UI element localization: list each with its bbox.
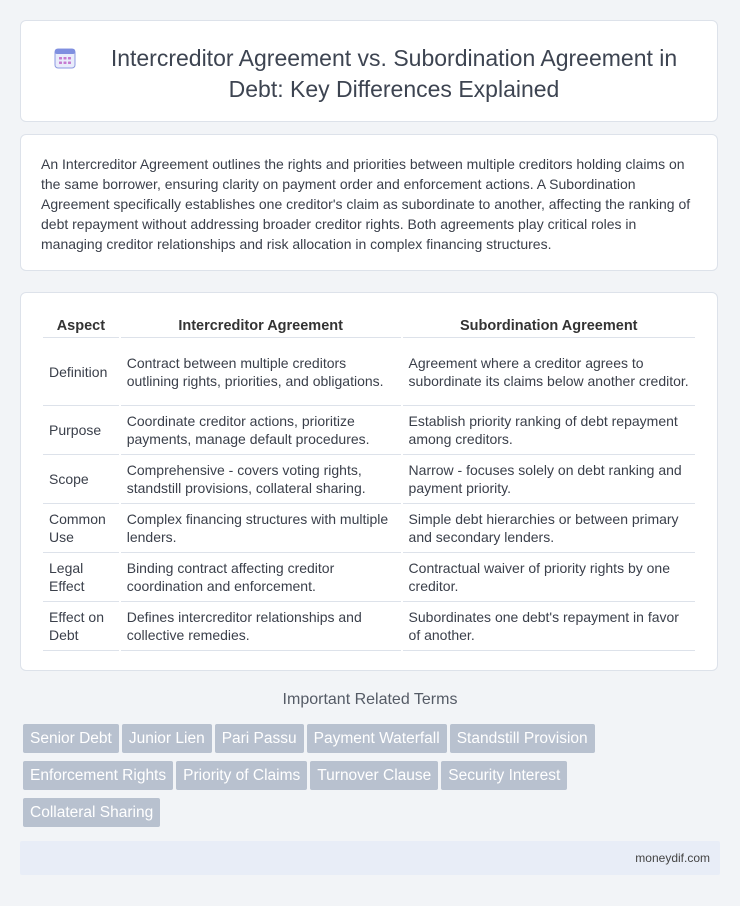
tag-security-interest[interactable]: Security Interest bbox=[441, 761, 567, 790]
cell-intercreditor: Complex financing structures with multiple lenders. bbox=[121, 504, 401, 553]
cell-intercreditor: Defines intercreditor relationships and collective remedies. bbox=[121, 602, 401, 651]
cell-intercreditor: Binding contract affecting creditor coordination and enforcement. bbox=[121, 553, 401, 602]
tag-senior-debt[interactable]: Senior Debt bbox=[23, 724, 119, 753]
cell-subordination: Establish priority ranking of debt repayment among creditors. bbox=[403, 406, 695, 455]
header-card bbox=[20, 20, 718, 122]
cell-intercreditor: Comprehensive - covers voting rights, standstill provisions, collateral sharing. bbox=[121, 455, 401, 504]
cell-subordination: Agreement where a creditor agrees to subordinate its claims below another creditor. bbox=[403, 338, 695, 406]
tag-payment-waterfall[interactable]: Payment Waterfall bbox=[307, 724, 447, 753]
related-terms-heading: Important Related Terms bbox=[282, 691, 458, 708]
related-terms-list bbox=[23, 724, 713, 835]
cell-intercreditor: Coordinate creditor actions, prioritize payments, manage default procedures. bbox=[121, 406, 401, 455]
cell-subordination: Narrow - focuses solely on debt ranking and payment priority. bbox=[403, 455, 695, 504]
cell-aspect: Scope bbox=[43, 455, 119, 504]
cell-aspect: Effect on Debt bbox=[43, 602, 119, 651]
tag-priority-of-claims[interactable]: Priority of Claims bbox=[176, 761, 307, 790]
cell-subordination: Contractual waiver of priority rights by one creditor. bbox=[403, 553, 695, 602]
comparison-table bbox=[41, 314, 697, 651]
cell-aspect: Legal Effect bbox=[43, 553, 119, 602]
cell-aspect: Common Use bbox=[43, 504, 119, 553]
table-row bbox=[43, 504, 695, 553]
table-row bbox=[43, 602, 695, 651]
table-header-row bbox=[43, 314, 695, 338]
tag-standstill-provision[interactable]: Standstill Provision bbox=[450, 724, 595, 753]
tag-enforcement-rights[interactable]: Enforcement Rights bbox=[23, 761, 173, 790]
tag-junior-lien[interactable]: Junior Lien bbox=[122, 724, 212, 753]
header-subordination: Subordination Agreement bbox=[403, 314, 695, 338]
cell-aspect: Definition bbox=[43, 338, 119, 406]
tag-turnover-clause[interactable]: Turnover Clause bbox=[310, 761, 438, 790]
cell-subordination: Simple debt hierarchies or between primary and secondary lenders. bbox=[403, 504, 695, 553]
header-intercreditor: Intercreditor Agreement bbox=[121, 314, 401, 338]
cell-aspect: Purpose bbox=[43, 406, 119, 455]
footer-bar bbox=[20, 841, 720, 875]
table-row bbox=[43, 553, 695, 602]
intro-paragraph: An Intercreditor Agreement outlines the rights and priorities between multiple creditors holding claims on the same borrower, ensuring clarity on payment order and enforcement actions. A Subordination Agreement specifically establishes one creditor's claim as subordinate to another, affecting the ranking of debt repayment without addressing broader creditor rights. Both agreements play critical roles in managing creditor relationships and risk allocation in complex financing structures. bbox=[41, 156, 691, 252]
tag-pari-passu[interactable]: Pari Passu bbox=[215, 724, 304, 753]
cell-intercreditor: Contract between multiple creditors outlining rights, priorities, and obligations. bbox=[121, 338, 401, 406]
page-title: Intercreditor Agreement vs. Subordination Agreement in Debt: Key Differences Explained bbox=[110, 45, 678, 102]
header-aspect: Aspect bbox=[43, 314, 119, 338]
table-row bbox=[43, 338, 695, 406]
footer-site-link[interactable]: moneydif.com bbox=[635, 851, 710, 865]
tag-collateral-sharing[interactable]: Collateral Sharing bbox=[23, 798, 160, 827]
comparison-card bbox=[20, 292, 718, 671]
intro-card bbox=[20, 134, 718, 271]
cell-subordination: Subordinates one debt's repayment in favor of another. bbox=[403, 602, 695, 651]
calendar-icon bbox=[53, 46, 77, 70]
table-row bbox=[43, 406, 695, 455]
table-row bbox=[43, 455, 695, 504]
